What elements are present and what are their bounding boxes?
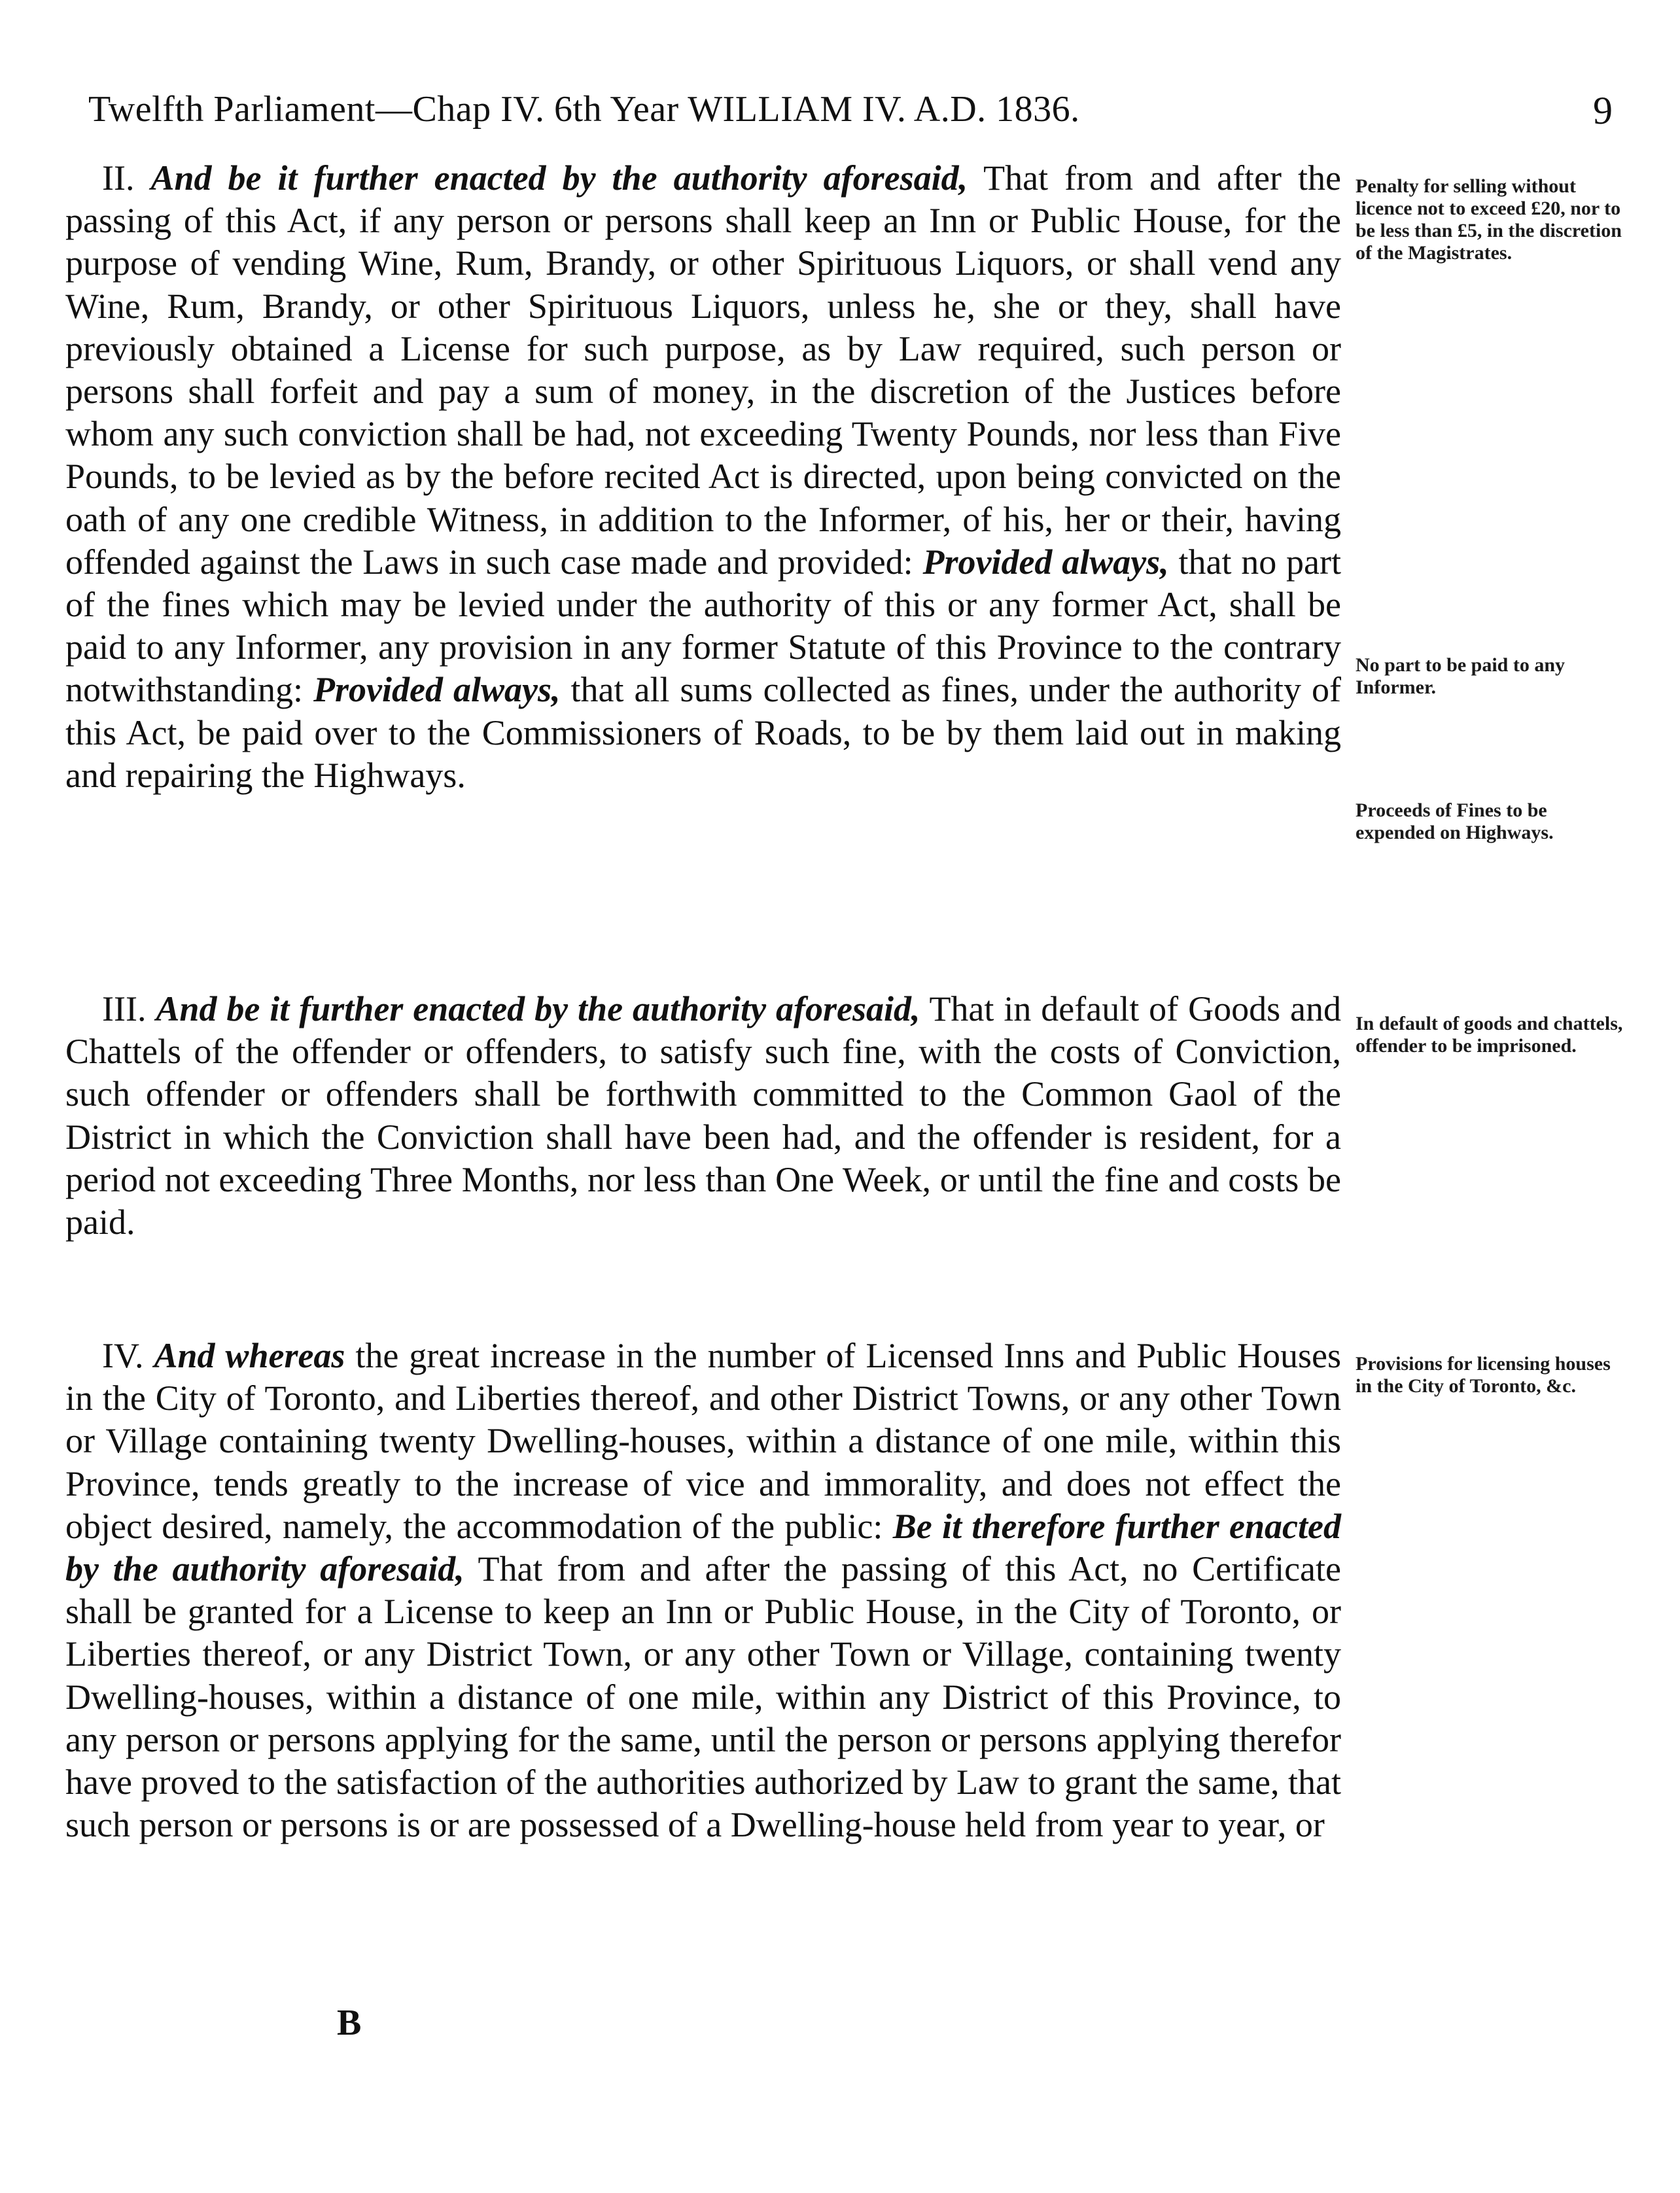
section-text: that no part of the fines which may be levied under the authority of this or any former Act, shall be paid to any Informer, any provision in any former Statute of this Province to the contrary notwithstanding:	[65, 542, 1342, 710]
section-iv-paragraph	[65, 1335, 1341, 1846]
section-number: II.	[102, 158, 135, 198]
section-number: III.	[102, 989, 147, 1028]
page-number: 9	[1593, 89, 1613, 132]
enacting-clause: And be it further enacted by the authority aforesaid,	[156, 989, 920, 1028]
margin-note: No part to be paid to any Informer.	[1356, 654, 1566, 698]
enacting-clause: And be it further enacted by the authority aforesaid,	[150, 158, 968, 198]
whereas-clause: And whereas	[154, 1336, 345, 1375]
running-title: Twelfth Parliament—Chap IV. 6th Year WILLIAM IV. A.D. 1836.	[88, 89, 1080, 130]
section-ii	[65, 157, 1341, 797]
enacting-clause: Be it therefore further enacted by the authority aforesaid,	[65, 1506, 1341, 1589]
section-number: IV.	[102, 1336, 144, 1375]
section-ii-paragraph	[65, 157, 1341, 797]
section-iii	[65, 988, 1341, 1244]
section-text: That from and after the passing of this Act, no Certificate shall be granted for a License to keep an Inn or Public House, in the City of Toronto, or Liberties thereof, or any District Town, or any other Town or Village, containing twenty Dwelling-houses, within a distance of one mile, within any District of this Province, to any person or persons applying for the same, until the person or persons applying therefor have proved to the satisfaction of the authorities authorized by Law to grant the same, that such person or persons is or are possessed of a Dwelling-house held from year to year, or	[65, 1549, 1341, 1845]
running-head	[88, 88, 1613, 141]
section-text: the great increase in the number of Licensed Inns and Public Houses in the City of Toronto, and Liberties thereof, and other District Towns, or any other Town or Village containing twenty Dwelling-houses, within a distance of one mile, within this Province, tends greatly to the increase of vice and immorality, and does not effect the object desired, namely, the accommodation of the public:	[65, 1336, 1341, 1546]
section-text: That in default of Goods and Chattels of the offender or offenders, to satisfy such fine, with the costs of Conviction, such offender or offenders shall be forthwith committed to the Common Gaol of the District in which the Conviction shall have been had, and the offender is resident, for a period not exceeding Three Months, nor less than One Week, or until the fine and costs be paid.	[65, 989, 1341, 1242]
section-iv	[65, 1335, 1341, 1846]
proviso-clause: Provided always,	[313, 670, 561, 710]
section-text: that all sums collected as fines, under the authority of this Act, be paid over to the Commissioners of Roads, to be by them laid out in making and repairing the Highways.	[65, 670, 1341, 795]
signature-mark: B	[337, 2003, 362, 2043]
proviso-clause: Provided always,	[922, 542, 1169, 582]
margin-note: Provisions for licensing houses in the City of Toronto, &c.	[1356, 1353, 1611, 1397]
margin-note: In default of goods and chattels, offender to be imprisoned.	[1356, 1013, 1623, 1057]
margin-note: Penalty for selling without licence not to exceed £20, nor to be less than £5, in the discretion of the Magistrates.	[1356, 175, 1622, 264]
section-iii-paragraph	[65, 988, 1341, 1244]
margin-note: Proceeds of Fines to be expended on Highways.	[1356, 799, 1554, 843]
section-text: That from and after the passing of this Act, if any person or persons shall keep an Inn or Public House, for the purpose of vending Wine, Rum, Brandy, or other Spirituous Liquors, or shall vend any Wine, Rum, Brandy, or other Spirituous Liquors, unless he, she or they, shall have previously obtained a License for such purpose, as by Law required, such person or persons shall forfeit and pay a sum of money, in the discretion of the Justices before whom any such conviction shall be had, not exceeding Twenty Pounds, nor less than Five Pounds, to be levied as by the before recited Act is directed, upon being convicted on the oath of any one credible Witness, in addition to the Informer, of his, her or their, having offended against the Laws in such case made and provided:	[65, 158, 1341, 582]
